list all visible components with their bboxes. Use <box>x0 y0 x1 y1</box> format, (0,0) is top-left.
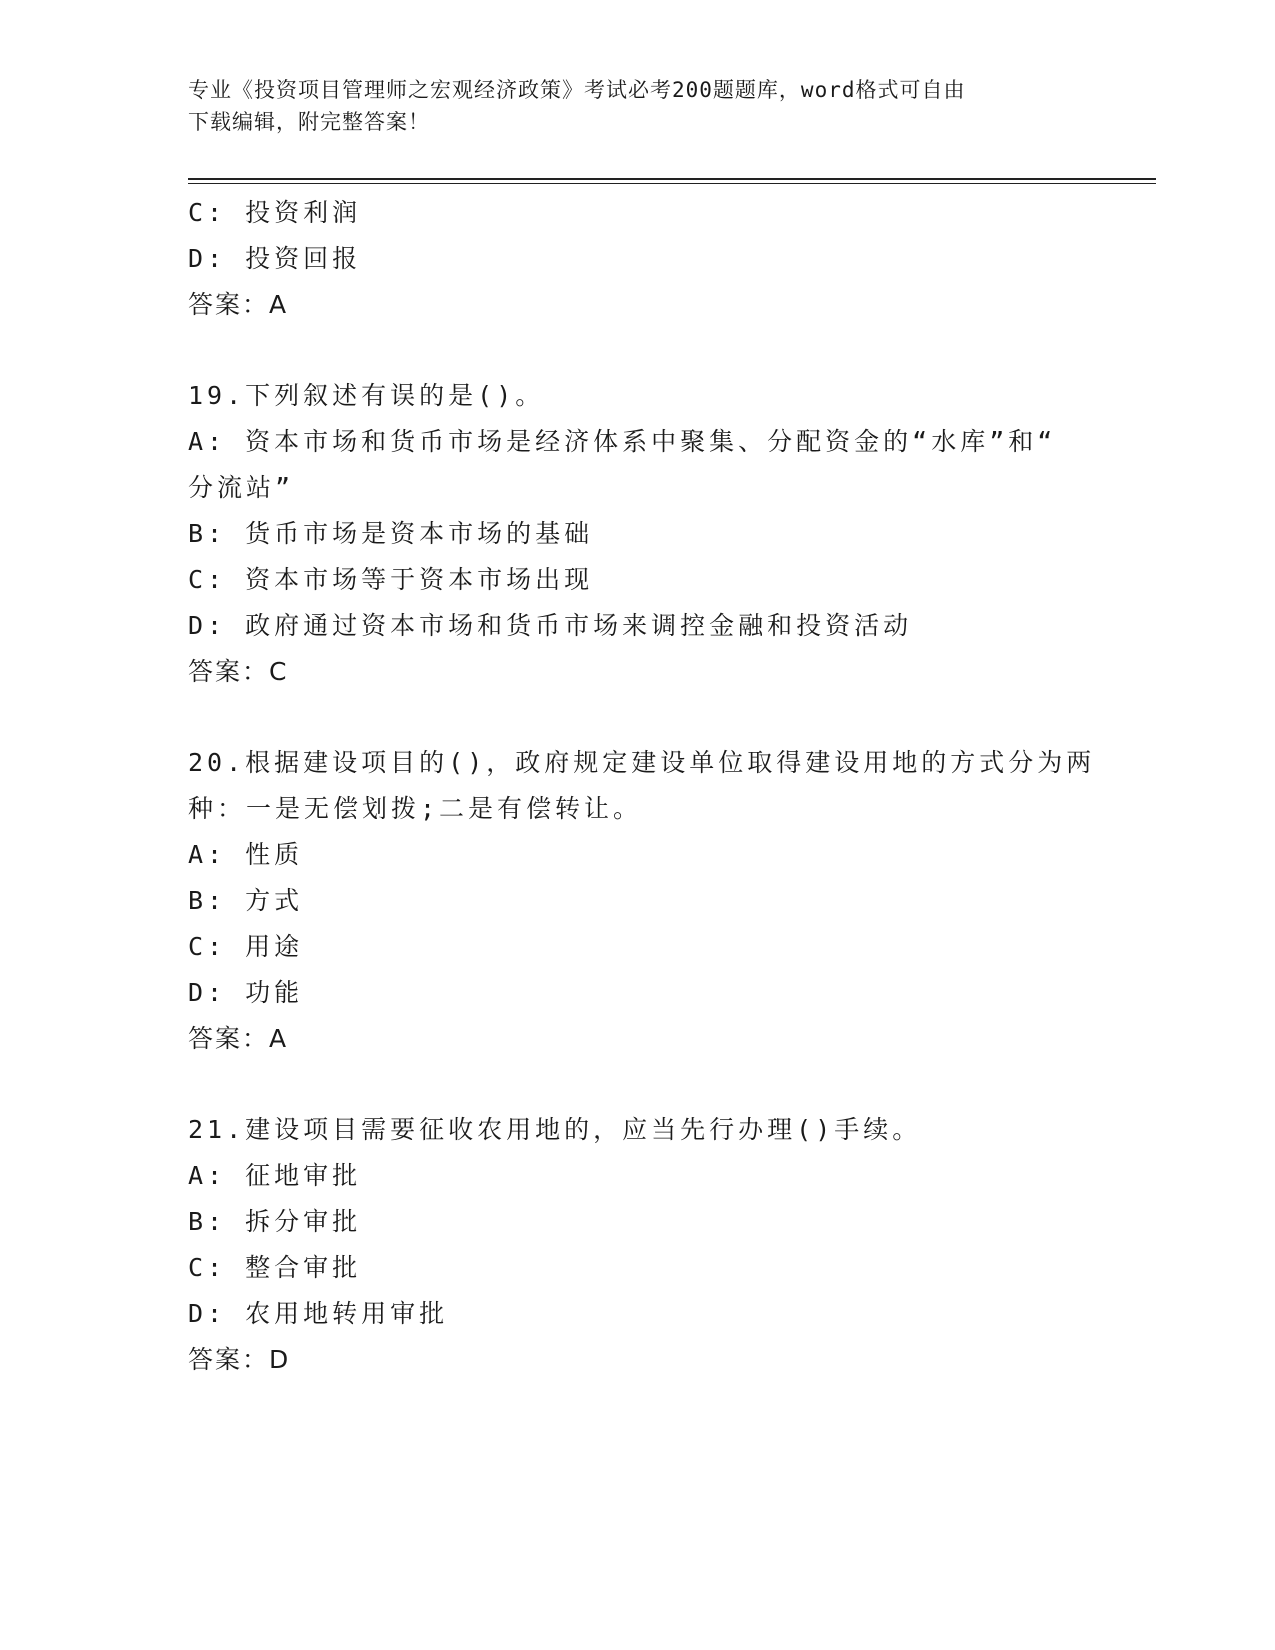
document-header <box>188 74 1088 138</box>
answer-line: 答案：A <box>188 1024 289 1053</box>
option-c: C: 用途 <box>188 932 304 961</box>
question-18-tail <box>188 190 1088 328</box>
option-a: A: 性质 <box>188 840 304 869</box>
option-d: D: 政府通过资本市场和货币市场来调控金融和投资活动 <box>188 611 913 640</box>
option-d: D: 投资回报 <box>188 244 362 273</box>
option-a: A: 征地审批 <box>188 1161 362 1190</box>
question-stem: 20.根据建设项目的()，政府规定建设单位取得建设用地的方式分为两 <box>188 748 1096 777</box>
option-c: C: 资本市场等于资本市场出现 <box>188 565 594 594</box>
option-a-continued: 分流站” <box>188 473 295 502</box>
option-b: B: 拆分审批 <box>188 1207 362 1236</box>
question-21 <box>188 1107 1088 1383</box>
question-stem: 19.下列叙述有误的是()。 <box>188 381 545 410</box>
spacer <box>188 1062 1088 1107</box>
option-b: B: 货币市场是资本市场的基础 <box>188 519 594 548</box>
header-divider-thin <box>188 183 1156 184</box>
header-line-1: 专业《投资项目管理师之宏观经济政策》考试必考200题题库，word格式可自由 <box>188 78 966 102</box>
spacer <box>188 328 1088 373</box>
spacer <box>188 695 1088 740</box>
option-c: C: 投资利润 <box>188 198 362 227</box>
option-a: A: 资本市场和货币市场是经济体系中聚集、分配资金的“水库”和“ <box>188 427 1057 456</box>
question-20 <box>188 740 1096 1062</box>
option-d: D: 功能 <box>188 978 304 1007</box>
question-stem-continued: 种：一是无偿划拨;二是有偿转让。 <box>188 794 643 823</box>
question-list <box>188 190 1096 1383</box>
option-c: C: 整合审批 <box>188 1253 362 1282</box>
option-d: D: 农用地转用审批 <box>188 1299 449 1328</box>
answer-line: 答案：A <box>188 290 289 319</box>
question-stem: 21.建设项目需要征收农用地的，应当先行办理()手续。 <box>188 1115 922 1144</box>
question-19 <box>188 373 1088 695</box>
header-divider-thick <box>188 178 1156 180</box>
answer-line: 答案：C <box>188 657 289 686</box>
header-line-2: 下载编辑，附完整答案！ <box>188 110 430 134</box>
option-b: B: 方式 <box>188 886 304 915</box>
answer-line: 答案：D <box>188 1345 291 1374</box>
